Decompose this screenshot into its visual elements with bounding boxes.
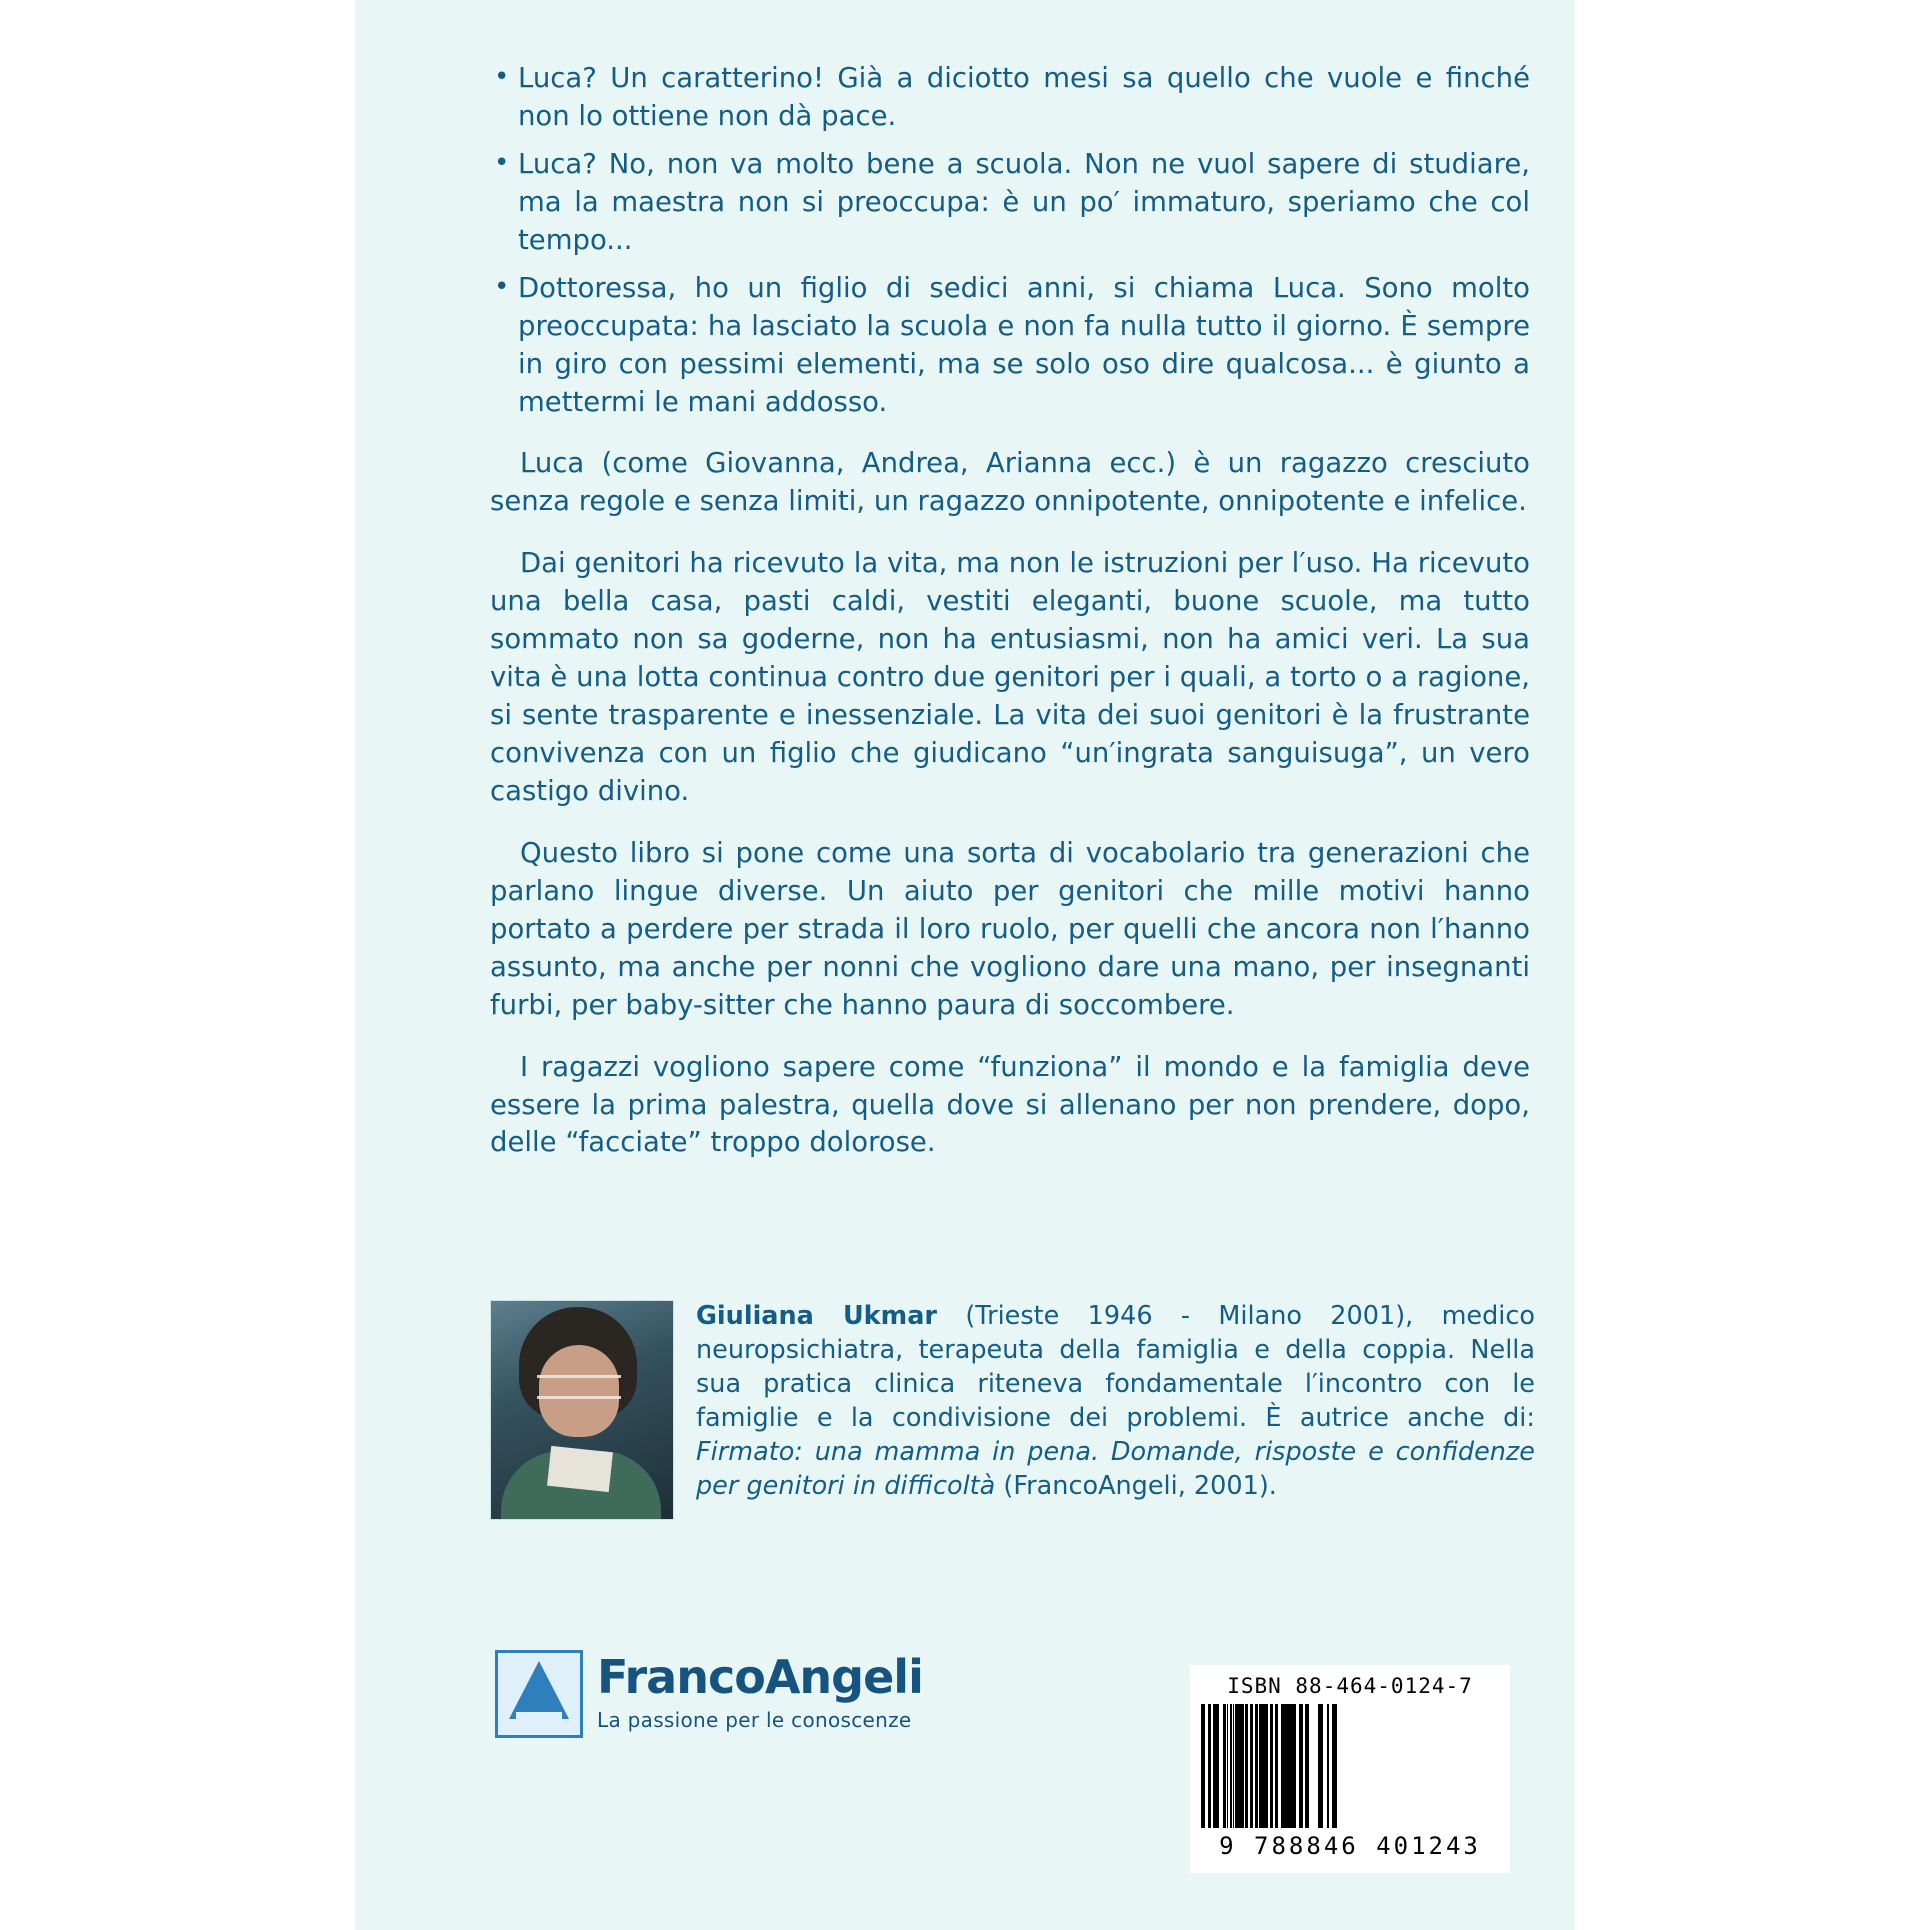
publisher-logo: [495, 1650, 923, 1738]
isbn-label: ISBN 88-464-0124-7: [1227, 1674, 1473, 1698]
blurb-paragraph: Luca (come Giovanna, Andrea, Arianna ecc.) è un ragazzo cresciuto senza regole e senza limiti, un ragazzo onnipotente, onnipotente e infelice.: [490, 447, 1530, 518]
publisher-tagline: La passione per le conoscenze: [597, 1708, 912, 1732]
blurb-content: [490, 60, 1530, 1165]
publisher-name: FrancoAngeli: [597, 1650, 923, 1704]
author-name: Giuliana Ukmar: [696, 1301, 937, 1331]
blurb-paragraph: I ragazzi vogliono sapere come “funziona” il mondo e la famiglia deve essere la prima palestra, quella dove si allenano per non prendere, dopo, delle “facciate” troppo dolorose.: [490, 1050, 1530, 1159]
barcode-digits: 9 788846 401243: [1219, 1832, 1481, 1860]
list-item: • Luca? No, non va molto bene a scuola. Non ne vuol sapere di studiare, ma la maestra non si preoccupa: è un po′ immaturo, speriamo che col tempo...: [490, 146, 1530, 260]
author-bio-block: [490, 1300, 1535, 1520]
author-bio-before: (Trieste 1946 - Milano 2001), medico neuropsichiatra, terapeuta della famiglia e della coppia. Nella sua pratica clinica riteneva fondamentale l′incontro con le famiglie e la condivisione dei problemi. È autrice anche di:: [696, 1301, 1535, 1433]
list-item: • Dottoressa, ho un figlio di sedici anni, si chiama Luca. Sono molto preoccupata: ha lasciato la scuola e non fa nulla tutto il giorno. È sempre in giro con pessimi elementi, ma se solo oso dire qualcosa... è giunto a mettermi le mani addosso.: [490, 270, 1530, 422]
author-bio-after: (FrancoAngeli, 2001).: [995, 1470, 1277, 1501]
blurb-paragraph: Dai genitori ha ricevuto la vita, ma non le istruzioni per l′uso. Ha ricevuto una bella casa, pasti caldi, vestiti eleganti, buone scuole, ma tutto sommato non sa goderne, non ha entusiasmi, non ha amici veri. La sua vita è una lotta continua contro due genitori per i quali, a torto o a ragione, si sente trasparente e inessenziale. La vita dei suoi genitori è la frustrante convivenza con un figlio che giudicano “un′ingrata sanguisuga”, un vero castigo divino.: [490, 547, 1530, 807]
barcode-bars: [1201, 1704, 1499, 1828]
franco-angeli-mark-icon: [495, 1650, 583, 1738]
author-bio-title: Firmato: una mamma in pena. Domande, risposte e confidenze per genitori in difficoltà: [696, 1436, 1535, 1501]
list-item: • Luca? Un caratterino! Già a diciotto mesi sa quello che vuole e finché non lo ottiene non dà pace.: [490, 60, 1530, 136]
blurb-paragraph: Questo libro si pone come una sorta di vocabolario tra generazioni che parlano lingue diverse. Un aiuto per genitori che mille motivi hanno portato a perdere per strada il loro ruolo, per quelli che ancora non l′hanno assunto, ma anche per nonni che vogliono dare una mano, per insegnanti furbi, per baby-sitter che hanno paura di soccombere.: [490, 836, 1530, 1021]
quote-list: [490, 60, 1530, 421]
book-back-cover: [355, 0, 1575, 1930]
author-photo: [490, 1300, 674, 1520]
barcode: [1190, 1665, 1510, 1873]
